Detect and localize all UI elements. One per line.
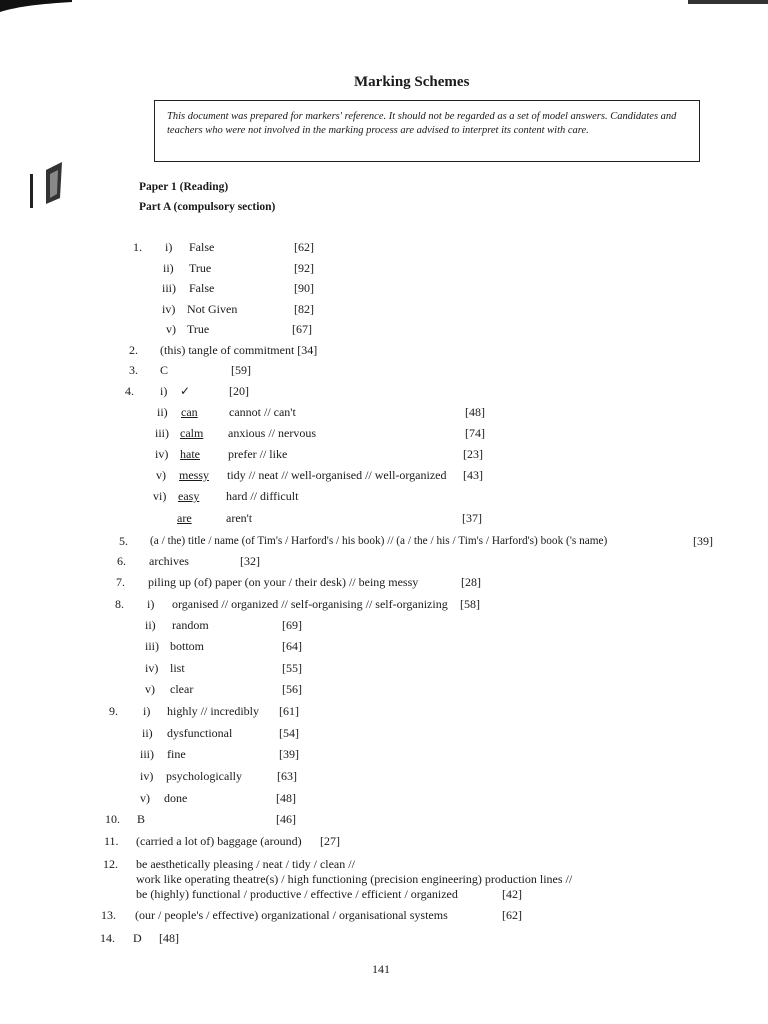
item-mark: [56]: [282, 682, 302, 696]
item-answer: cannot // can't: [229, 405, 296, 419]
item-mark: [39]: [279, 747, 299, 761]
question-number: 14.: [100, 931, 115, 945]
question-number: 3.: [129, 363, 138, 377]
item-answer: hard // difficult: [226, 489, 299, 503]
item-roman: i): [165, 240, 173, 254]
item-mark: [90]: [294, 281, 314, 295]
page-number: 141: [372, 962, 390, 976]
question-number: 4.: [125, 384, 134, 398]
item-mark: [92]: [294, 261, 314, 275]
item-answer: False: [189, 281, 215, 295]
item-word: messy: [179, 468, 209, 482]
question-mark: [42]: [502, 887, 522, 901]
question-number: 5.: [119, 534, 128, 548]
question-mark: [28]: [461, 575, 481, 589]
item-mark: [82]: [294, 302, 314, 316]
question-mark: [32]: [240, 554, 260, 568]
question-answer: (our / people's / effective) organizational / organisational systems: [135, 908, 448, 922]
item-mark: [61]: [279, 704, 299, 718]
item-answer: tidy // neat // well-organised // well-organized: [227, 468, 447, 482]
item-answer: aren't: [226, 511, 253, 525]
item-roman: ii): [145, 618, 156, 632]
question-answer: D: [133, 931, 142, 945]
item-answer: True: [187, 322, 210, 336]
item-mark: [74]: [465, 426, 485, 440]
item-mark: [58]: [460, 597, 480, 611]
item-roman: iii): [140, 747, 154, 761]
item-answer: highly // incredibly: [167, 704, 259, 718]
question-answer: B: [137, 812, 146, 826]
part-heading: Part A (compulsory section): [139, 201, 276, 213]
item-roman: v): [166, 322, 176, 336]
item-mark: [37]: [462, 511, 482, 525]
paper-heading: Paper 1 (Reading): [139, 181, 229, 193]
item-word: are: [177, 511, 192, 525]
item-roman: i): [147, 597, 155, 611]
question-number: 6.: [117, 554, 126, 568]
item-word: easy: [178, 489, 200, 503]
item-roman: iv): [162, 302, 176, 316]
disclaimer-box: This document was prepared for markers' reference. It should not be regarded as a set of model answers. Candidates and teachers who were not involved in the marking process are advised to interpret its content with care.: [154, 100, 700, 162]
item-mark: [64]: [282, 639, 302, 653]
item-roman: iv): [145, 661, 159, 675]
question-answer-line: be (highly) functional / productive / effective / efficient / organized: [136, 887, 458, 901]
question-number: 13.: [101, 908, 116, 922]
item-answer: organised // organized // self-organising // self-organizing: [172, 597, 448, 611]
scan-edge-line: [688, 0, 768, 4]
question-answer: (a / the) title / name (of Tim's / Harford's / his book) // (a / the / his / Tim's / Harford's) book ('s name): [150, 535, 608, 547]
question-mark: [27]: [320, 834, 340, 848]
page-title: Marking Schemes: [354, 74, 470, 90]
question-mark: [46]: [276, 812, 296, 826]
item-roman: ii): [157, 405, 168, 419]
item-roman: v): [140, 791, 150, 805]
item-roman: vi): [153, 489, 167, 503]
item-mark: [67]: [292, 322, 312, 336]
item-mark: [48]: [465, 405, 485, 419]
question-mark: [59]: [231, 363, 251, 377]
item-answer: psychologically: [166, 769, 242, 783]
item-roman: iv): [155, 447, 169, 461]
question-answer: (this) tangle of commitment [34]: [160, 343, 318, 357]
item-mark: [43]: [463, 468, 483, 482]
item-word: hate: [180, 447, 200, 461]
question-mark: [39]: [693, 534, 713, 548]
item-mark: [48]: [276, 791, 296, 805]
item-word: calm: [180, 426, 204, 440]
item-mark: [20]: [229, 384, 249, 398]
question-answer: archives: [149, 554, 189, 568]
item-answer: False: [189, 240, 215, 254]
binder-mark-icon: [28, 160, 72, 210]
item-mark: [55]: [282, 661, 302, 675]
item-answer: prefer // like: [228, 447, 288, 461]
item-roman: iii): [155, 426, 169, 440]
question-answer: (carried a lot of) baggage (around): [136, 834, 302, 848]
item-roman: iii): [145, 639, 159, 653]
item-answer: list: [170, 661, 185, 675]
question-number: 11.: [104, 834, 119, 848]
question-answer-line: work like operating theatre(s) / high functioning (precision engineering) production lines //: [136, 872, 573, 886]
item-answer: dysfunctional: [167, 726, 233, 740]
item-answer: fine: [167, 747, 186, 761]
question-answer: piling up (of) paper (on your / their desk) // being messy: [148, 575, 419, 589]
item-mark: [63]: [277, 769, 297, 783]
item-mark: [54]: [279, 726, 299, 740]
item-roman: i): [143, 704, 151, 718]
question-answer-line: be aesthetically pleasing / neat / tidy / clean //: [136, 857, 355, 871]
item-answer: True: [189, 261, 212, 275]
item-roman: i): [160, 384, 168, 398]
item-answer: Not Given: [187, 302, 238, 316]
item-roman: v): [156, 468, 166, 482]
scan-mark-icon: [0, 0, 72, 14]
question-number: 12.: [103, 857, 118, 871]
item-word: can: [181, 405, 198, 419]
check-icon: ✓: [180, 384, 191, 398]
item-answer: clear: [170, 682, 194, 696]
item-mark: [62]: [294, 240, 314, 254]
question-mark: [48]: [159, 931, 179, 945]
item-mark: [69]: [282, 618, 302, 632]
item-roman: ii): [163, 261, 174, 275]
item-answer: anxious // nervous: [228, 426, 316, 440]
item-answer: bottom: [170, 639, 205, 653]
question-number: 7.: [116, 575, 125, 589]
question-number: 10.: [105, 812, 120, 826]
question-number: 8.: [115, 597, 124, 611]
item-answer: random: [172, 618, 209, 632]
item-answer: done: [164, 791, 188, 805]
question-number: 2.: [129, 343, 138, 357]
item-roman: v): [145, 682, 155, 696]
question-answer: C: [160, 363, 169, 377]
item-roman: iii): [162, 281, 176, 295]
item-roman: iv): [140, 769, 154, 783]
question-mark: [62]: [502, 908, 522, 922]
question-number: 9.: [109, 704, 118, 718]
item-roman: ii): [142, 726, 153, 740]
question-number: 1.: [133, 240, 142, 254]
item-mark: [23]: [463, 447, 483, 461]
